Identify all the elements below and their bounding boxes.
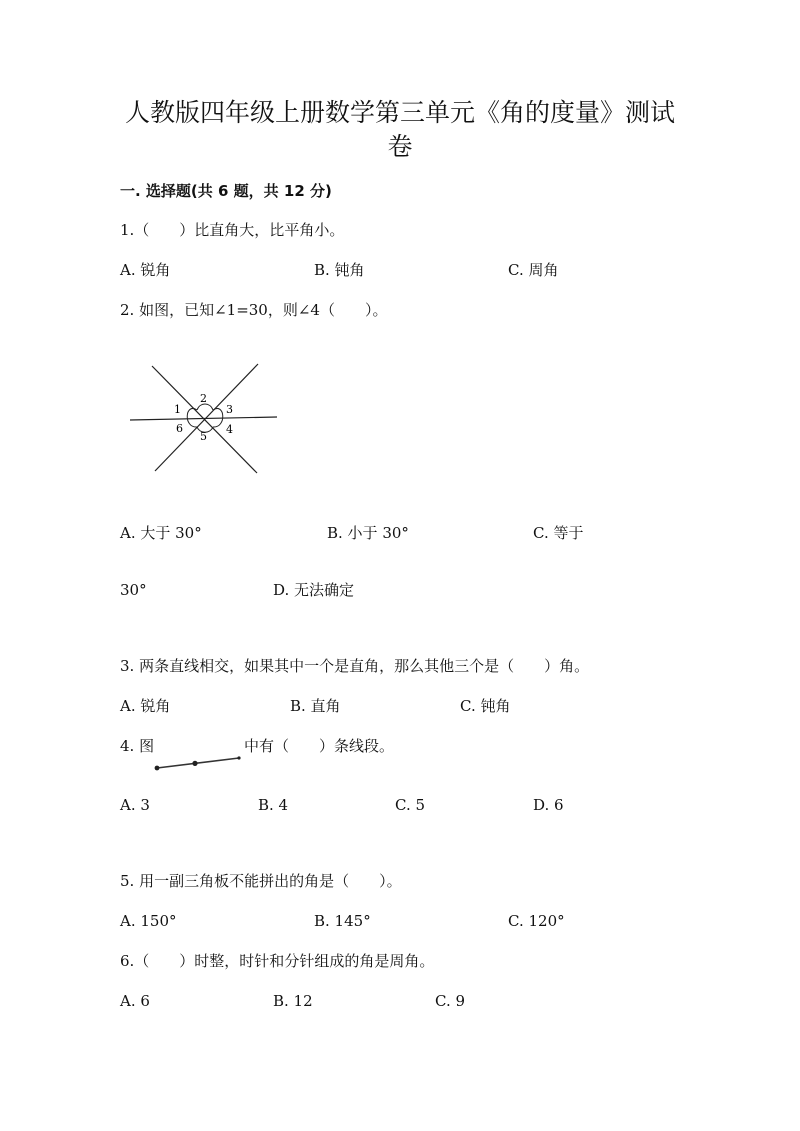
question-1-option-c: C. 周角 [508, 261, 559, 279]
question-5-option-b: B. 145° [314, 912, 371, 930]
question-4-stem-suffix: 中有（ ）条线段。 [244, 737, 395, 755]
intersecting-lines-figure [125, 358, 285, 478]
question-2-option-c-continued: 30° [120, 581, 147, 599]
question-2-stem: 2. 如图，已知∠1=30，则∠4（ ）。 [120, 301, 388, 319]
question-3-stem: 3. 两条直线相交，如果其中一个是直角，那么其他三个是（ ）角。 [120, 657, 590, 675]
angle-label-6: 6 [176, 422, 183, 435]
question-5-option-c: C. 120° [508, 912, 565, 930]
angle-label-4: 4 [226, 423, 233, 436]
line-segment-figure [152, 752, 244, 774]
question-4-stem-prefix: 4. 图 [120, 737, 155, 755]
page-title [110, 96, 690, 164]
question-1-option-b: B. 钝角 [314, 261, 365, 279]
question-1-option-a: A. 锐角 [120, 261, 171, 279]
question-5-option-a: A. 150° [120, 912, 177, 930]
question-6-option-c: C. 9 [435, 992, 466, 1010]
question-2-option-a: A. 大于 30° [120, 524, 202, 542]
question-3-option-c: C. 钝角 [460, 697, 511, 715]
question-2-option-b: B. 小于 30° [327, 524, 409, 542]
question-6-stem: 6.（ ）时整，时针和分针组成的角是周角。 [120, 952, 435, 970]
question-2-option-c: C. 等于 [533, 524, 584, 542]
segment-point-left [155, 766, 160, 771]
question-4-option-c: C. 5 [395, 796, 426, 814]
question-3-option-b: B. 直角 [290, 697, 341, 715]
angle-label-3: 3 [226, 403, 233, 416]
title-line-1: 人教版四年级上册数学第三单元《角的度量》测试 [124, 98, 675, 127]
angle-arc-left [187, 408, 197, 427]
segment-point-middle [192, 761, 197, 766]
angle-label-5: 5 [200, 430, 207, 443]
question-3-option-a: A. 锐角 [120, 697, 171, 715]
question-4-option-d: D. 6 [533, 796, 564, 814]
question-1-stem: 1.（ ）比直角大，比平角小。 [120, 221, 345, 239]
question-4-option-a: A. 3 [120, 796, 150, 814]
question-6-option-b: B. 12 [273, 992, 313, 1010]
question-6-option-a: A. 6 [120, 992, 150, 1010]
title-line-2: 卷 [387, 132, 413, 161]
question-5-stem: 5. 用一副三角板不能拼出的角是（ ）。 [120, 872, 402, 890]
question-2-option-d: D. 无法确定 [273, 581, 355, 599]
segment-line [157, 758, 239, 768]
question-4-option-b: B. 4 [258, 796, 289, 814]
angle-label-2: 2 [200, 392, 207, 405]
segment-point-right [237, 756, 240, 759]
section-heading: 一. 选择题(共 6 题，共 12 分) [120, 182, 332, 200]
angle-label-1: 1 [174, 403, 181, 416]
